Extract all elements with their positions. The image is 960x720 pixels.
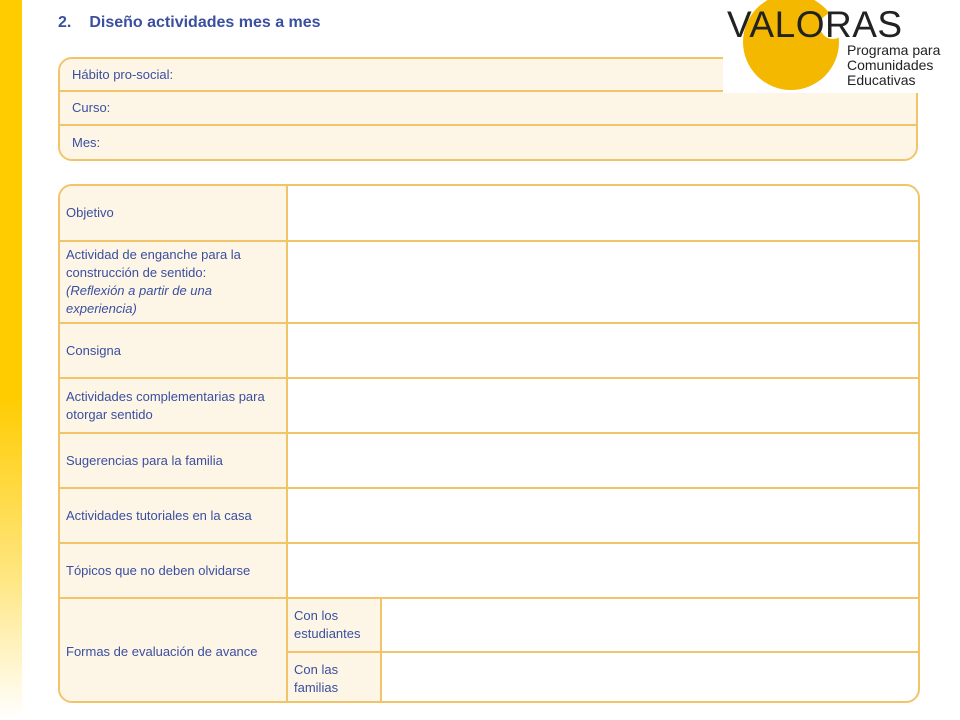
con-estudiantes-input-cell[interactable] — [381, 598, 918, 652]
curso-label: Curso: — [72, 100, 111, 116]
sugerencias-input-cell[interactable] — [287, 433, 918, 488]
table-row — [60, 378, 918, 433]
con-familias-input-cell[interactable] — [381, 652, 918, 703]
mes-label: Mes: — [72, 134, 101, 150]
mes-field[interactable] — [60, 126, 916, 159]
objetivo-label — [60, 186, 287, 241]
left-accent-bar — [0, 0, 22, 720]
enganche-label — [60, 241, 287, 323]
table-row — [60, 186, 918, 241]
section-title — [58, 14, 321, 32]
sugerencias-label — [60, 433, 287, 488]
con-estudiantes-label — [287, 598, 381, 652]
complementarias-input-cell[interactable] — [287, 378, 918, 433]
logo-subtitle-line-1: Programa para — [847, 42, 941, 58]
con-familias-label — [287, 652, 381, 703]
habito-label: Hábito pro-social: — [72, 67, 174, 83]
enganche-label-text: Actividad de enganche para la construcción de sentido: — [66, 247, 241, 280]
topicos-label-text: Tópicos que no deben olvidarse — [66, 562, 251, 578]
consigna-label-text: Consigna — [66, 342, 121, 358]
objetivo-input-cell[interactable] — [287, 186, 918, 241]
consigna-label — [60, 323, 287, 378]
table-row — [60, 598, 918, 652]
table-row — [60, 433, 918, 488]
table-row — [60, 488, 918, 543]
complementarias-label-text: Actividades complementarias para otorgar sentido — [66, 388, 265, 422]
tutoriales-label-text: Actividades tutoriales en la casa — [66, 507, 252, 523]
table-row — [60, 543, 918, 598]
section-number: 2. — [58, 14, 72, 31]
evaluacion-label — [60, 598, 287, 703]
tutoriales-label — [60, 488, 287, 543]
sugerencias-label-text: Sugerencias para la familia — [66, 452, 223, 468]
con-familias-label-text: Con las familias — [294, 662, 339, 695]
objetivo-label-text: Objetivo — [66, 205, 114, 220]
table-row — [60, 323, 918, 378]
enganche-note: (Reflexión a partir de una experiencia) — [66, 283, 212, 316]
con-estudiantes-label-text: Con los estudiantes — [294, 608, 361, 641]
logo-subtitle — [847, 43, 940, 88]
table-row — [60, 241, 918, 323]
activities-table — [58, 184, 920, 703]
topicos-input-cell[interactable] — [287, 543, 918, 598]
logo-subtitle-line-2: Comunidades — [847, 57, 934, 73]
valoras-logo — [723, 0, 960, 93]
topicos-label — [60, 543, 287, 598]
section-title-text: Diseño actividades mes a mes — [89, 14, 321, 31]
evaluacion-label-text: Formas de evaluación de avance — [66, 643, 258, 659]
curso-field[interactable] — [60, 92, 916, 125]
consigna-input-cell[interactable] — [287, 323, 918, 378]
enganche-input-cell[interactable] — [287, 241, 918, 323]
tutoriales-input-cell[interactable] — [287, 488, 918, 543]
logo-subtitle-line-3: Educativas — [847, 72, 916, 88]
logo-wordmark: VALORAS — [727, 4, 903, 45]
complementarias-label — [60, 378, 287, 433]
